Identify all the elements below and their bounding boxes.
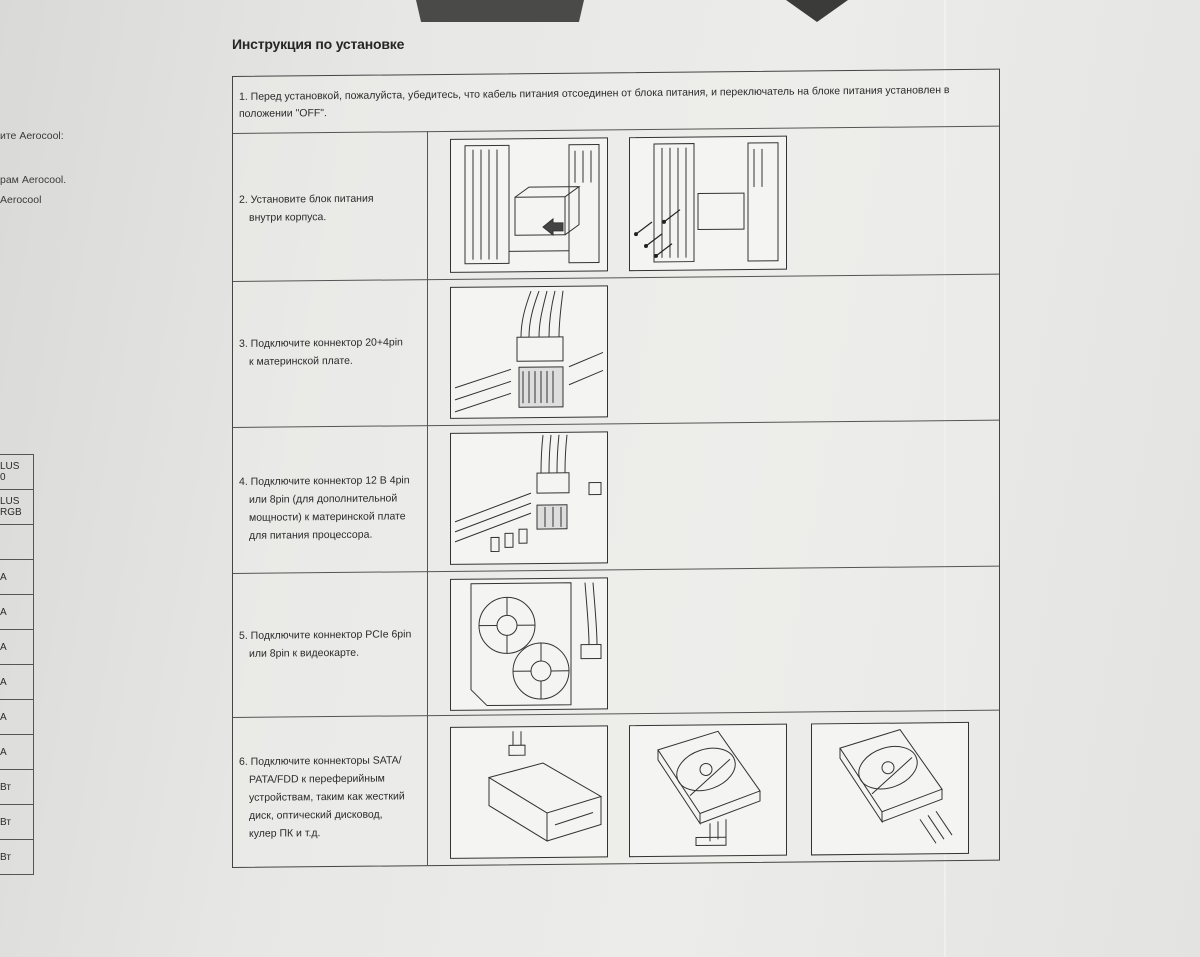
side-cell: A <box>0 630 33 665</box>
step-6-line: PATA/FDD к переферийным <box>249 772 385 786</box>
instruction-row-5 <box>233 566 999 718</box>
instruction-row-2 <box>233 126 999 282</box>
instruction-row-3 <box>233 274 999 428</box>
psu-screws-into-case-illustration <box>629 136 787 272</box>
side-cell <box>0 525 33 560</box>
hdd-a-drawing <box>630 725 786 856</box>
step-4-line: мощности) к материнской плате <box>249 510 406 524</box>
top-dark-band-left <box>416 0 584 22</box>
psu-install-drawing <box>451 138 607 271</box>
psu-screws-drawing <box>630 137 786 270</box>
step-4-text <box>239 471 419 545</box>
hdd-sata-connector-a-illustration <box>629 724 787 858</box>
hdd-sata-connector-b-illustration <box>811 722 969 856</box>
side-cell: A <box>0 735 33 770</box>
psu-installing-in-case-illustration <box>450 137 608 273</box>
step-3-line: 3. Подключите коннектор 20+4pin <box>239 336 403 350</box>
step-3-text <box>239 333 419 371</box>
step-4-line: для питания процессора. <box>249 528 373 542</box>
step-6-line: устройствам, таким как жесткий <box>249 790 405 804</box>
side-fragment-line-2: рам Aerocool. <box>0 174 67 186</box>
step-5-text <box>239 625 419 663</box>
step-2-line: внутри корпуса. <box>249 211 327 224</box>
step-4-line: 4. Подключите коннектор 12 В 4pin <box>239 474 410 488</box>
side-cell: Вт <box>0 805 33 840</box>
gpu-drawing <box>451 578 607 709</box>
8pin-drawing <box>451 432 607 563</box>
step-2-text <box>239 189 419 227</box>
instruction-row-4 <box>233 420 999 574</box>
side-cell: A <box>0 595 33 630</box>
hdd-b-drawing <box>812 723 968 854</box>
cpu-8pin-connector-illustration <box>450 431 608 565</box>
step-4-line: или 8pin (для дополнительной <box>249 492 398 506</box>
side-cell: LUS 0 <box>0 455 33 490</box>
optical-drive-drawing <box>451 726 607 857</box>
step-3-line: к материнской плате. <box>249 354 353 368</box>
step-5-line: 5. Подключите коннектор PCIe 6pin <box>239 628 412 642</box>
side-fragment-line-1: ите Aerocool: <box>0 130 64 142</box>
step-6-line: диск, оптический дисковод, <box>249 808 383 822</box>
step-6-line: 6. Подключите коннекторы SATA/ <box>239 754 402 768</box>
side-fragment-table <box>0 454 34 875</box>
instruction-table <box>232 69 1000 868</box>
side-cell: A <box>0 700 33 735</box>
instruction-row-6 <box>233 710 999 867</box>
step-6-line: кулер ПК и т.д. <box>249 827 321 840</box>
step-2-line: 2. Установите блок питания <box>239 192 374 206</box>
instruction-row-1 <box>233 70 999 134</box>
side-cell: LUS RGB <box>0 490 33 525</box>
step-1-text: 1. Перед установкой, пожалуйста, убедитесь, что кабель питания отсоединен от блока питания, и переключатель на блоке питания установлен в положении "OFF". <box>239 84 950 120</box>
side-cell: A <box>0 665 33 700</box>
side-fragment-line-3: Aerocool <box>0 194 42 206</box>
motherboard-24pin-connector-illustration <box>450 285 608 419</box>
side-cell: Вт <box>0 840 33 875</box>
step-6-text <box>239 751 419 843</box>
gpu-pcie-connector-illustration <box>450 577 608 711</box>
page-title: Инструкция по установке <box>232 36 405 52</box>
top-dark-triangle <box>786 0 848 22</box>
optical-drive-connector-illustration <box>450 725 608 859</box>
side-cell: Вт <box>0 770 33 805</box>
24pin-drawing <box>451 286 607 417</box>
side-cell: A <box>0 560 33 595</box>
step-5-line: или 8pin к видеокарте. <box>249 646 360 660</box>
